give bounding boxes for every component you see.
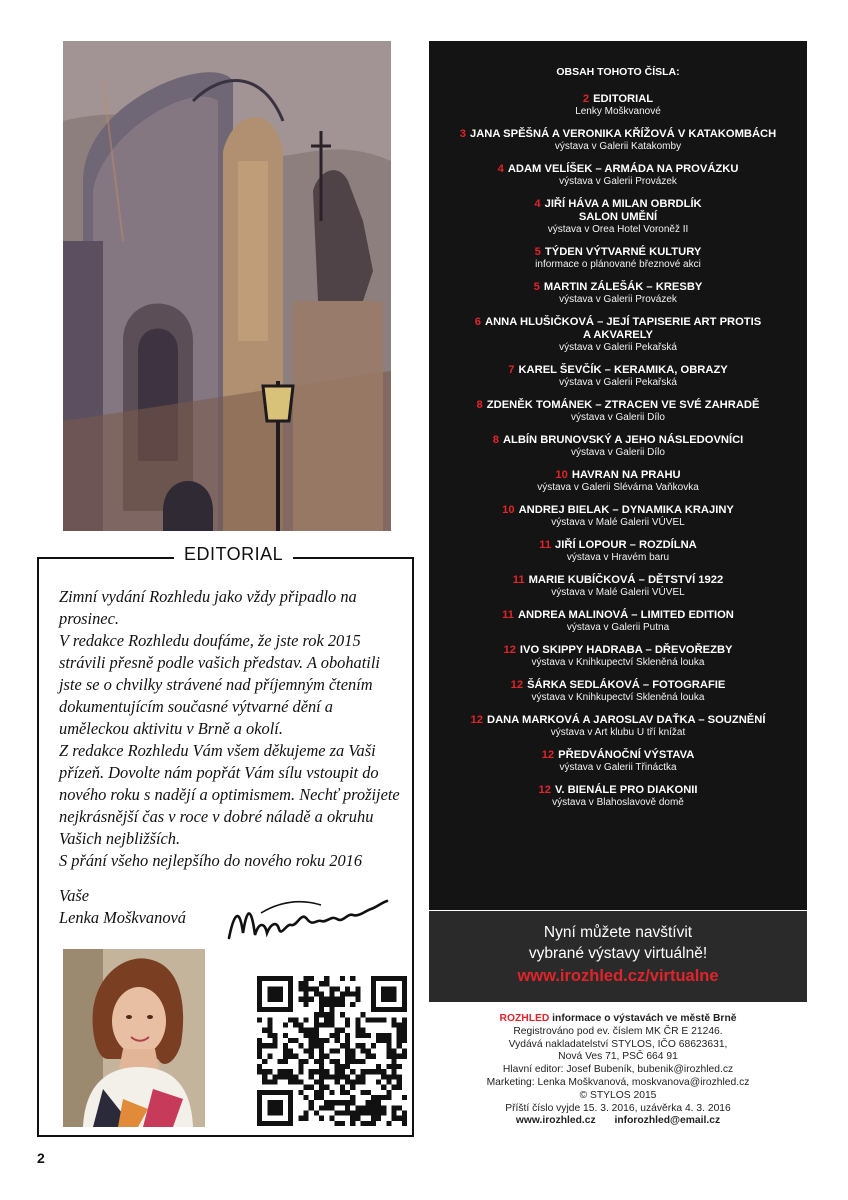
toc-title-text: MARTIN ZÁLEŠÁK – KRESBY — [543, 281, 703, 293]
imprint-contacts — [429, 1115, 807, 1128]
toc-title-text: PŘEDVÁNOČNÍ VÝSTAVA — [558, 749, 695, 761]
virtual-line-1: Nyní můžete navštívit — [543, 924, 693, 941]
toc-entry-title — [429, 128, 807, 141]
signoff-name: Lenka Moškvanová — [59, 908, 186, 927]
handwritten-signature — [221, 893, 391, 948]
toc-title-text: JIŘÍ HÁVA A MILAN OBRDLÍK — [544, 198, 702, 210]
toc-page-number: 5 — [533, 281, 540, 293]
toc-entry-subtitle: výstava v Galerii Pekařská — [559, 377, 677, 388]
toc-page-number: 3 — [459, 128, 466, 140]
imprint — [429, 1013, 807, 1128]
toc-entry-subtitle: výstava v Hravém baru — [566, 552, 670, 563]
toc-entry — [429, 574, 807, 599]
email-link[interactable]: inforozhled@email.cz — [614, 1115, 721, 1127]
editor-portrait-photo — [63, 949, 205, 1127]
toc-page-number: 10 — [555, 469, 568, 481]
editorial-box — [37, 544, 414, 1137]
toc-entry — [429, 679, 807, 704]
virtual-url-link[interactable]: www.irozhled.cz/virtualne — [517, 967, 719, 985]
virtual-line-2: vybrané výstavy virtuálně! — [528, 945, 708, 962]
toc-entry-title — [429, 316, 807, 329]
toc-entry-subtitle: Lenky Moškvanové — [575, 106, 661, 117]
editorial-paragraph: S přání všeho nejlepšího do nového roku 2016 — [59, 851, 363, 870]
toc-entry-subtitle: výstava v Galerii Provázek — [559, 176, 677, 187]
toc-entry — [429, 434, 807, 459]
signoff-greeting: Vaše — [59, 886, 90, 905]
toc-page-number: 5 — [534, 246, 541, 258]
toc-entry-title — [429, 469, 807, 482]
toc-page-number: 12 — [538, 784, 551, 796]
toc-entry-subtitle: výstava v Art klubu U tří knížat — [550, 727, 686, 738]
toc-page-number: 4 — [534, 198, 541, 210]
imprint-next-issue: Příští číslo vyjde 15. 3. 2016, uzávěrka 4. 3. 2016 — [505, 1102, 731, 1114]
toc-entry — [429, 316, 807, 354]
toc-entry-title — [429, 163, 807, 176]
imprint-address: Nová Ves 71, PSČ 664 91 — [558, 1051, 678, 1063]
toc-title-text: JIŘÍ LOPOUR – ROZDÍLNA — [555, 539, 697, 551]
toc-entry — [429, 609, 807, 634]
toc-entry — [429, 469, 807, 494]
toc-title-text: DANA MARKOVÁ A JAROSLAV DAŤKA – SOUZNĚNÍ — [487, 714, 766, 726]
toc-page-number: 12 — [503, 644, 516, 656]
toc-entry-subtitle: výstava v Knihkupectví Skleněná louka — [531, 657, 705, 668]
toc-page-number: 8 — [476, 399, 483, 411]
toc-entry-title — [429, 364, 807, 377]
toc-page-number: 12 — [510, 679, 524, 691]
website-link[interactable]: www.irozhled.cz — [515, 1115, 596, 1127]
toc-entry-title — [429, 644, 807, 657]
toc-entry-title — [429, 434, 807, 447]
toc-entry-title — [429, 399, 807, 412]
contents-heading: OBSAH TOHOTO ČÍSLA: — [556, 66, 680, 78]
toc-entry-subtitle: výstava v Galerii Třináctka — [559, 762, 677, 773]
imprint-editor: Hlavní editor: Josef Bubeník, bubenik@irozhled.cz — [502, 1064, 734, 1076]
toc-entry-subtitle: informace o plánované březnové akci — [535, 259, 701, 270]
imprint-copyright: © STYLOS 2015 — [579, 1089, 657, 1101]
toc-entry-title — [429, 246, 807, 259]
toc-title-text: ANNA HLUŠIČKOVÁ – JEJÍ TAPISERIE ART PROTIS — [485, 316, 762, 328]
toc-entry-title-continued: SALON UMĚNÍ — [578, 211, 658, 223]
toc-entry-subtitle: výstava v Malé Galerii VÚVEL — [551, 587, 685, 598]
toc-entry — [429, 281, 807, 306]
toc-entry — [429, 198, 807, 236]
toc-entry — [429, 93, 807, 118]
imprint-registration: Registrováno pod ev. číslem MK ČR E 21246. — [513, 1025, 723, 1037]
toc-entry-subtitle: výstava v Malé Galerii VÚVEL — [551, 517, 685, 528]
toc-title-text: IVO SKIPPY HADRABA – DŘEVOŘEZBY — [519, 644, 733, 656]
editorial-paragraph: V redakce Rozhledu doufáme, že jste rok 2015 strávili přesně podle vašich představ. A obohatili jste se o chvilky strávené nad příjemným čtením dokumentujícím současné výtvarné dění a uměleckou aktivitu v Brně a okolí. — [59, 631, 380, 738]
cathedral-painting — [63, 41, 391, 531]
toc-entry-title — [429, 574, 807, 587]
toc-entry-subtitle: výstava v Galerii Putna — [566, 622, 670, 633]
toc-entry-title — [429, 504, 807, 517]
editorial-text — [59, 586, 405, 872]
toc-entry — [429, 128, 807, 153]
qr-code[interactable] — [257, 976, 407, 1126]
toc-title-text: KAREL ŠEVČÍK – KERAMIKA, OBRAZY — [518, 364, 728, 376]
toc-title-text: ADAM VELÍŠEK – ARMÁDA NA PROVÁZKU — [507, 163, 739, 175]
toc-entry — [429, 399, 807, 424]
toc-entry-subtitle: výstava v Galerii Dílo — [571, 412, 665, 423]
toc-entry — [429, 784, 807, 809]
toc-entry-subtitle: výstava v Galerii Pekařská — [559, 342, 677, 353]
virtual-exhibitions-banner — [429, 911, 807, 1002]
editorial-paragraph: Z redakce Rozhledu Vám všem děkujeme za Vaši přízeň. Dovolte nám popřát Vám sílu vstoupit do nového roku s nadějí a optimismem. Nechť prožijete nejkrásnější čas v roce v dobré náladě a okruhu Vašich nejbližších. — [59, 741, 400, 848]
toc-entry-title — [429, 679, 807, 692]
editorial-paragraph: Zimní vydání Rozhledu jako vždy připadlo na prosinec. — [59, 587, 357, 628]
toc-page-number: 11 — [539, 539, 552, 551]
toc-page-number: 10 — [502, 504, 515, 516]
toc-page-number: 12 — [470, 714, 483, 726]
toc-list — [429, 93, 807, 819]
brand-name: ROZHLED — [499, 1013, 550, 1024]
toc-entry-title — [429, 539, 807, 552]
toc-page-number: 11 — [512, 574, 525, 586]
imprint-marketing: Marketing: Lenka Moškvanová, moskvanova@irozhled.cz — [486, 1076, 750, 1088]
toc-page-number: 11 — [502, 609, 514, 621]
editorial-title: EDITORIAL — [174, 544, 293, 565]
toc-entry-subtitle: výstava v Blahoslavově domě — [552, 797, 684, 808]
toc-page-number: 7 — [508, 364, 515, 376]
toc-page-number: 6 — [474, 316, 482, 328]
toc-page-number: 4 — [497, 163, 504, 175]
toc-entry — [429, 364, 807, 389]
toc-title-text: ZDENĚK TOMÁNEK – ZTRACEN VE SVÉ ZAHRADĚ — [486, 399, 760, 411]
toc-entry — [429, 644, 807, 669]
toc-page-number: 12 — [541, 749, 555, 761]
toc-title-text: TÝDEN VÝTVARNÉ KULTURY — [544, 246, 702, 258]
toc-entry-subtitle: výstava v Knihkupectví Skleněná louka — [531, 692, 705, 703]
toc-title-text: HAVRAN NA PRAHU — [571, 469, 681, 481]
toc-entry-title — [429, 714, 807, 727]
imprint-brand-line — [429, 1013, 807, 1026]
toc-entry-subtitle: výstava v Galerii Slévárna Vaňkovka — [537, 482, 699, 493]
toc-title-text: EDITORIAL — [593, 93, 654, 105]
toc-title-text: ŠÁRKA SEDLÁKOVÁ – FOTOGRAFIE — [527, 679, 726, 691]
editorial-signoff — [59, 885, 186, 929]
toc-entry-subtitle: výstava v Orea Hotel Voroněž II — [547, 224, 689, 235]
toc-entry — [429, 163, 807, 188]
toc-entry-title — [429, 281, 807, 294]
toc-entry-title-continued: A AKVARELY — [582, 329, 654, 341]
toc-entry-title — [429, 784, 807, 797]
toc-entry-title — [429, 609, 807, 622]
toc-entry-title — [429, 93, 807, 106]
toc-entry — [429, 246, 807, 271]
toc-title-text: MARIE KUBÍČKOVÁ – DĚTSTVÍ 1922 — [528, 574, 724, 586]
toc-entry-title — [429, 749, 807, 762]
toc-entry-subtitle: výstava v Galerii Katakomby — [554, 141, 682, 152]
toc-entry — [429, 504, 807, 529]
toc-entry-subtitle: výstava v Galerii Dílo — [571, 447, 665, 458]
toc-entry — [429, 714, 807, 739]
toc-entry-subtitle: výstava v Galerii Provázek — [559, 294, 677, 305]
toc-title-text: ANDREA MALINOVÁ – LIMITED EDITION — [517, 609, 734, 621]
toc-entry — [429, 749, 807, 774]
toc-title-text: V. BIENÁLE PRO DIAKONII — [554, 784, 698, 796]
toc-entry-title — [429, 198, 807, 211]
table-of-contents — [429, 41, 807, 910]
toc-title-text: ALBÍN BRUNOVSKÝ A JEHO NÁSLEDOVNÍCI — [502, 434, 744, 446]
toc-page-number: 8 — [492, 434, 499, 446]
toc-title-text: ANDREJ BIELAK – DYNAMIKA KRAJINY — [518, 504, 734, 516]
imprint-publisher: Vydává nakladatelství STYLOS, IČO 68623631, — [508, 1038, 728, 1050]
toc-page-number: 2 — [582, 93, 590, 105]
toc-entry — [429, 539, 807, 564]
toc-title-text: JANA SPĚŠNÁ A VERONIKA KŘÍŽOVÁ V KATAKOMBÁCH — [470, 128, 777, 140]
page-number: 2 — [37, 1150, 45, 1166]
brand-tagline: informace o výstavách ve městě Brně — [552, 1013, 737, 1024]
